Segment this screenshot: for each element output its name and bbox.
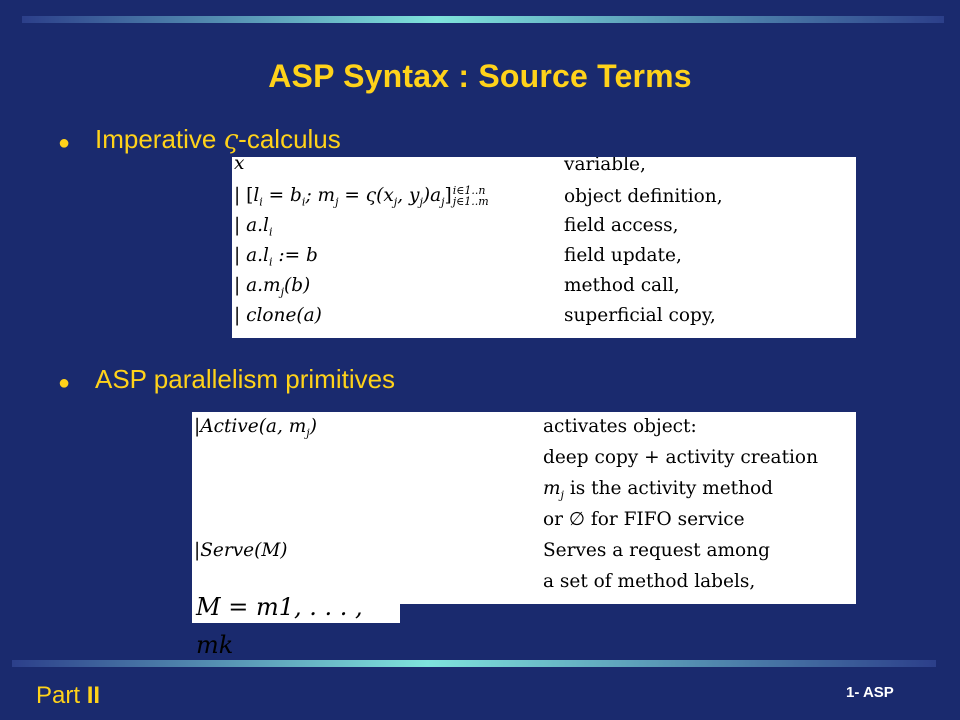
desc-cell: variable,: [564, 157, 646, 175]
bottom-divider: [12, 660, 936, 667]
table-row: [232, 303, 856, 333]
index-range: i∈1..n j∈1..m: [452, 184, 489, 208]
slide-title: ASP Syntax : Source Terms: [268, 58, 692, 94]
desc-cell: activates object:: [543, 416, 697, 437]
asp-primitives-table: [192, 412, 856, 604]
term-cell: | [$l_i = b_i$; $m_j = \varsigma(x_j$, $y_j)a_j]i\in 1..n$ j∈1..m: [234, 184, 489, 209]
sigma-symbol: ς: [223, 125, 239, 155]
table-row: [232, 183, 856, 213]
term-cell: | $a.m_j(b)$: [234, 275, 311, 299]
table-row: [192, 509, 856, 539]
bullet-imperative: [95, 124, 341, 155]
desc-cell: field update,: [564, 245, 682, 266]
bullet-dot-icon: ●: [58, 132, 71, 154]
term-cell: | $a.l_i$: [234, 215, 273, 239]
desc-cell: or ∅ for FIFO service: [543, 509, 745, 530]
footer-part-number: II: [86, 682, 101, 709]
bullet-text-after: -calculus: [238, 124, 341, 154]
footer-part-label: Part II: [36, 682, 101, 709]
term-cell: |Active(a, $m_j$): [194, 416, 317, 440]
bullet-text-before: Imperative: [95, 124, 224, 154]
imperative-calculus-table: [232, 157, 856, 338]
table-row: [232, 273, 856, 303]
table-row: [192, 416, 856, 446]
desc-cell: Serves a request among: [543, 540, 770, 561]
table-row: [192, 447, 856, 477]
desc-cell: a set of method labels,: [543, 571, 756, 592]
desc-cell: field access,: [564, 215, 679, 236]
bullet-asp-primitives: ASP parallelism primitives: [95, 364, 396, 394]
footer-section: 1- ASP: [846, 684, 894, 701]
desc-cell: object definition,: [564, 186, 723, 207]
desc-cell: superficial copy,: [564, 305, 716, 326]
desc-cell: deep copy + activity creation: [543, 447, 818, 468]
table-row: [192, 540, 856, 570]
desc-cell: method call,: [564, 275, 680, 296]
bullet-dot-icon: ●: [58, 372, 71, 394]
top-divider: [22, 16, 944, 23]
table-row: [232, 243, 856, 273]
term-cell: | $a.l_i$ := b: [234, 245, 318, 269]
term-cell: | clone(a): [234, 305, 322, 326]
table-row: [232, 213, 856, 243]
term-cell: x: [234, 157, 245, 174]
table-row: [192, 478, 856, 508]
term-cell: |Serve(M): [194, 540, 288, 561]
desc-cell: $m_j$ is the activity method: [543, 478, 774, 502]
method-set-definition: M = m1, . . . , mk: [192, 588, 400, 623]
